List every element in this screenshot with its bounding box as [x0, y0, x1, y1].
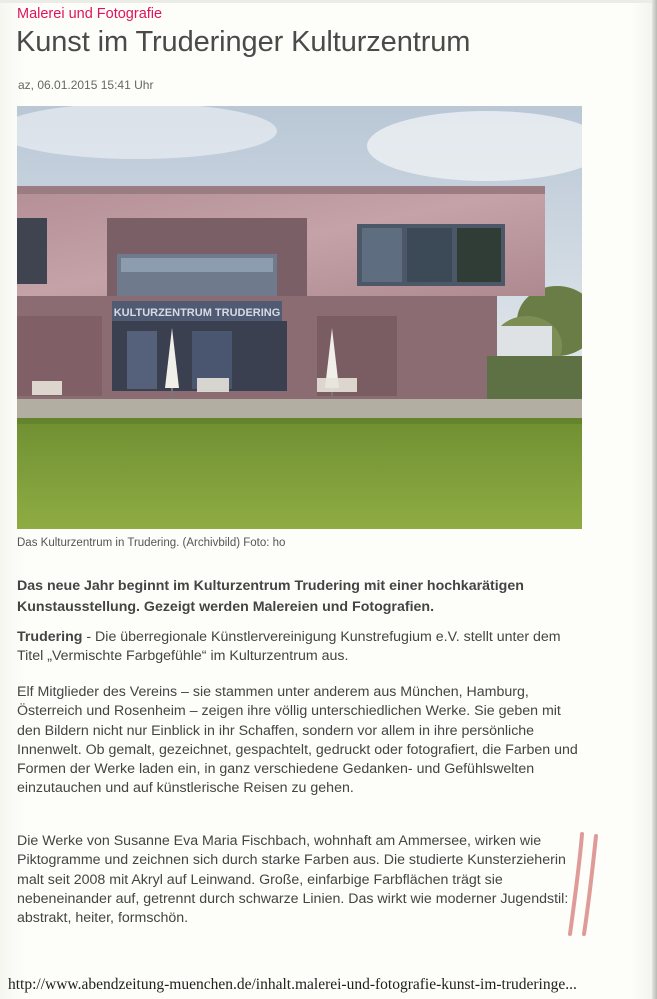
article-byline: az, 06.01.2015 15:41 Uhr — [18, 78, 154, 92]
dateline-place: Trudering — [17, 629, 83, 645]
scan-shadow-top — [0, 0, 657, 3]
footer-url: http://www.abendzeitung-muenchen.de/inhalt.malerei-und-fotografie-kunst-im-truderinge... — [8, 976, 577, 993]
article-kicker: Malerei und Fotografie — [17, 6, 163, 22]
article-paragraph-2: Elf Mitglieder des Vereins – sie stammen unter anderem aus München, Hamburg, Österreich und Rosenheim – zeigen ihre völlig unterschiedlichen Werke. Sie geben mit den Bildern nicht nur Einblick in ihr Schaffen, sondern vor allem in ihre persönliche Innenwelt. Ob gemalt, gezeichnet, gespachtelt, gedruckt oder fotografiert, die Farben und Formen der Werke laden ein, in ganz verschiedene Gedanken- und Gefühlswelten einzutauchen und auf künstlerische Reisen zu gehen. — [17, 684, 578, 797]
article-lead: Das neue Jahr beginnt im Kulturzentrum Trudering mit einer hochkarätigen Kunstausstellung. Gezeigt werden Malereien und Fotografien. — [17, 578, 524, 615]
handwritten-margin-marks — [560, 830, 610, 940]
photo-building-sign: KULTURZENTRUM TRUDERING — [113, 307, 281, 319]
photo-terrace — [17, 399, 582, 421]
article-photo — [17, 106, 582, 529]
photo-caption: Das Kulturzentrum in Trudering. (Archivbild) Foto: ho — [17, 537, 286, 549]
article-paragraph-1 — [17, 628, 582, 667]
article-paragraph-3: Die Werke von Susanne Eva Maria Fischbach, wohnhaft am Ammersee, wirken wie Piktogramme und zeichnen sich durch starke Farben aus. Die studierte Kunsterzieherin malt seit 2008 mit Akryl auf Leinwand. Große, einfarbige Farbflächen trägt sie nebeneinander auf, getrennt durch schwarze Linien. Das wirkt wie moderner Jugendstil: abstrakt, heiter, formschön. — [17, 833, 569, 927]
photo-lawn — [17, 418, 582, 529]
article-headline: Kunst im Truderinger Kulturzentrum — [16, 26, 471, 58]
paragraph-1-text: - Die überregionale Künstlervereinigung Kunstrefugium e.V. stellt unter dem Titel „Vermischte Farbgefühle“ im Kulturzentrum aus. — [17, 629, 561, 665]
scan-shadow-right — [652, 0, 657, 999]
